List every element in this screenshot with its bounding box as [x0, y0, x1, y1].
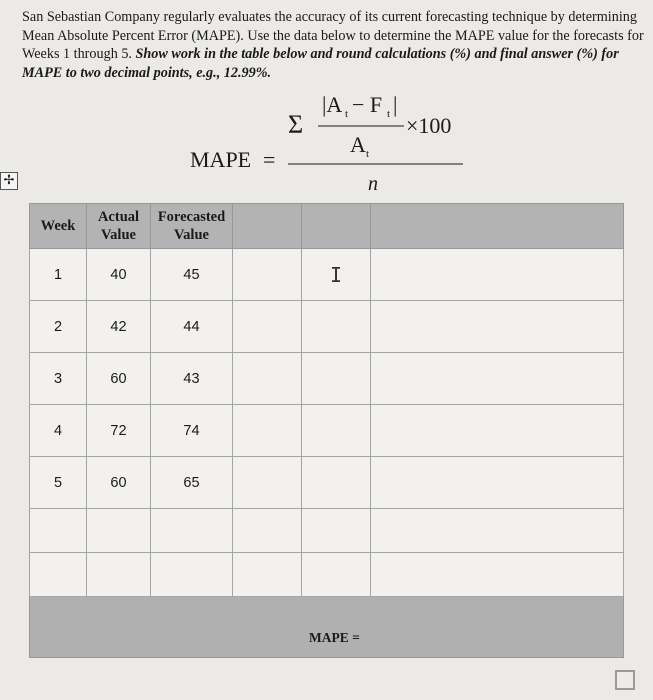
formula-sub-t-2: t [387, 108, 391, 120]
forecast-cell: 74 [151, 405, 233, 457]
work-cell[interactable] [233, 301, 302, 353]
problem-text: San Sebastian Company regularly evaluates the accuracy of its current forecasting technique by determining Mean Absolute Percent Error (MAPE). Use the data below to determine the MAPE value for the forecasts for Weeks 1 through 5. [22, 9, 644, 62]
text-cursor-icon: I [329, 262, 343, 287]
work-cell[interactable] [233, 405, 302, 457]
work-cell[interactable] [371, 301, 624, 353]
work-cell[interactable] [371, 249, 624, 301]
actual-cell: 60 [87, 353, 151, 405]
mape-answer-label: MAPE = [309, 630, 360, 645]
work-cell[interactable] [87, 553, 151, 597]
forecast-cell: 43 [151, 353, 233, 405]
week-cell: 2 [30, 301, 87, 353]
forecast-cell: 45 [151, 249, 233, 301]
actual-cell: 42 [87, 301, 151, 353]
formula-minus-f: − F [352, 92, 383, 117]
actual-cell: 72 [87, 405, 151, 457]
work-cell[interactable] [302, 553, 371, 597]
work-cell[interactable] [302, 457, 371, 509]
header-forecasted-value: Forecasted Value [151, 204, 233, 249]
formula-abs-a: |A [322, 92, 343, 117]
table-blank-row [30, 509, 624, 553]
table-row [30, 249, 624, 301]
formula-sub-t-1: t [345, 108, 349, 120]
mape-work-table [29, 203, 624, 658]
work-cell[interactable] [30, 509, 87, 553]
formula-sigma: Σ [288, 110, 304, 139]
forecast-cell: 44 [151, 301, 233, 353]
work-cell[interactable] [302, 353, 371, 405]
formula-denominator-a: A [350, 132, 366, 157]
resize-handle-icon[interactable] [615, 670, 635, 690]
table-header-row [30, 204, 624, 249]
formula-sub-t-3: t [366, 148, 370, 160]
move-icon: ✢ [3, 173, 15, 188]
work-cell[interactable] [233, 457, 302, 509]
work-cell[interactable] [233, 553, 302, 597]
table-row [30, 457, 624, 509]
header-col-6[interactable] [371, 204, 624, 249]
work-cell[interactable] [233, 353, 302, 405]
week-cell: 1 [30, 249, 87, 301]
week-cell: 3 [30, 353, 87, 405]
work-cell[interactable] [151, 553, 233, 597]
work-cell[interactable] [30, 553, 87, 597]
formula-times-100: ×100 [406, 113, 452, 138]
work-cell[interactable] [371, 353, 624, 405]
table-row [30, 301, 624, 353]
week-cell: 4 [30, 405, 87, 457]
work-cell[interactable] [371, 405, 624, 457]
work-cell[interactable] [302, 301, 371, 353]
actual-cell: 60 [87, 457, 151, 509]
mape-answer-cell[interactable] [30, 597, 624, 658]
formula-abs-close: | [393, 92, 398, 117]
work-cell[interactable] [233, 249, 302, 301]
forecast-cell: 65 [151, 457, 233, 509]
mape-formula [0, 0, 653, 200]
work-cell[interactable] [371, 509, 624, 553]
work-cell[interactable] [302, 509, 371, 553]
week-cell: 5 [30, 457, 87, 509]
work-cell[interactable] [302, 405, 371, 457]
table-footer-row [30, 597, 624, 658]
work-cell[interactable] [151, 509, 233, 553]
formula-mape-label: MAPE [190, 147, 252, 172]
table-blank-row [30, 553, 624, 597]
work-cell[interactable] [233, 509, 302, 553]
table-row [30, 353, 624, 405]
move-handle-icon[interactable] [0, 172, 18, 190]
problem-instructions: Show work in the table below and round calculations (%) and final answer (%) for MAPE to two decimal points, e.g., 12.99%. [22, 46, 619, 81]
actual-cell: 40 [87, 249, 151, 301]
work-cell[interactable] [87, 509, 151, 553]
header-col-4[interactable] [233, 204, 302, 249]
table-row [30, 405, 624, 457]
formula-n: n [368, 173, 378, 195]
work-cell[interactable] [371, 457, 624, 509]
work-cell[interactable] [371, 553, 624, 597]
header-week: Week [30, 204, 87, 249]
work-cell[interactable] [302, 249, 371, 301]
header-actual-value: Actual Value [87, 204, 151, 249]
header-col-5[interactable] [302, 204, 371, 249]
formula-equals: = [263, 147, 276, 172]
